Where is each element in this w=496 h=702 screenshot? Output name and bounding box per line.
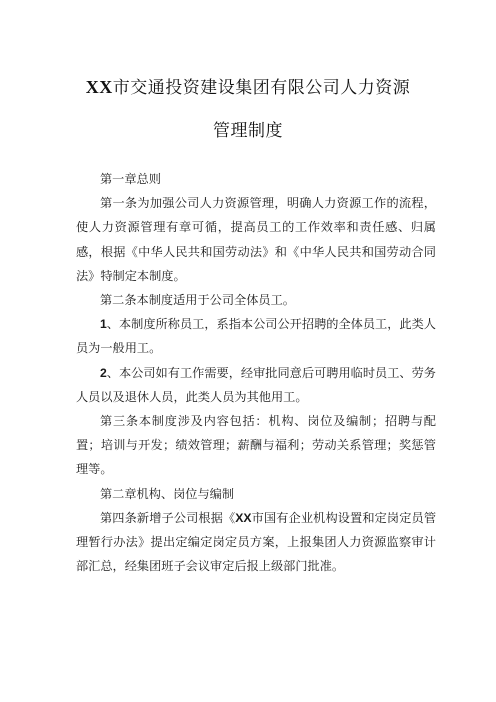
item-text: 、本公司如有工作需要，经审批同意后可聘用临时员工、劳务人员以及退休人员，此类人员为其他用工。 bbox=[76, 365, 436, 404]
article-3: 第三条本制度涉及内容包括：机构、岗位及编制；招聘与配置；培训与开发；绩效管理；薪酬与福利；劳动关系管理；奖惩管理等。 bbox=[76, 414, 436, 477]
title-rest: 市交通投资建设集团有限公司人力资源 bbox=[112, 78, 411, 98]
article-2-item-2 bbox=[76, 361, 436, 409]
item-number: 1 bbox=[100, 317, 107, 332]
article-4-pre: 第四条新增子公司根据《 bbox=[100, 510, 236, 525]
chapter-1-heading: 第一章总则 bbox=[100, 172, 161, 186]
article-2: 第二条本制度适用于公司全体员工。 bbox=[100, 293, 295, 308]
article-4-xx: XX bbox=[235, 510, 252, 525]
title-prefix: XX bbox=[85, 77, 113, 97]
article-4 bbox=[76, 506, 436, 579]
article-1: 第一条为加强公司人力资源管理，明确人力资源工作的流程，使人力资源管理有章可循，提高员工的工作效率和责任感、归属感，根据《中华人民共和国劳动法》和《中华人民共和国劳动合同法》特制定本制度。 bbox=[76, 196, 436, 283]
article-2-item-1 bbox=[76, 312, 436, 360]
item-number: 2 bbox=[100, 365, 107, 380]
document-title-line-1 bbox=[0, 73, 496, 98]
document-body bbox=[76, 167, 436, 578]
item-text: 、本制度所称员工，系指本公司公开招聘的全体员工，此类人员为一般用工。 bbox=[76, 317, 436, 356]
chapter-2-heading: 第二章机构、岗位与编制 bbox=[100, 486, 235, 501]
document-title-line-2: 管理制度 bbox=[213, 121, 283, 141]
article-4-post: 市国有企业机构设置和定岗定员管理暂行办法》提出定编定岗定员方案，上报集团人力资源监察审计部汇总，经集团班子会议审定后报上级部门批准。 bbox=[76, 510, 437, 574]
